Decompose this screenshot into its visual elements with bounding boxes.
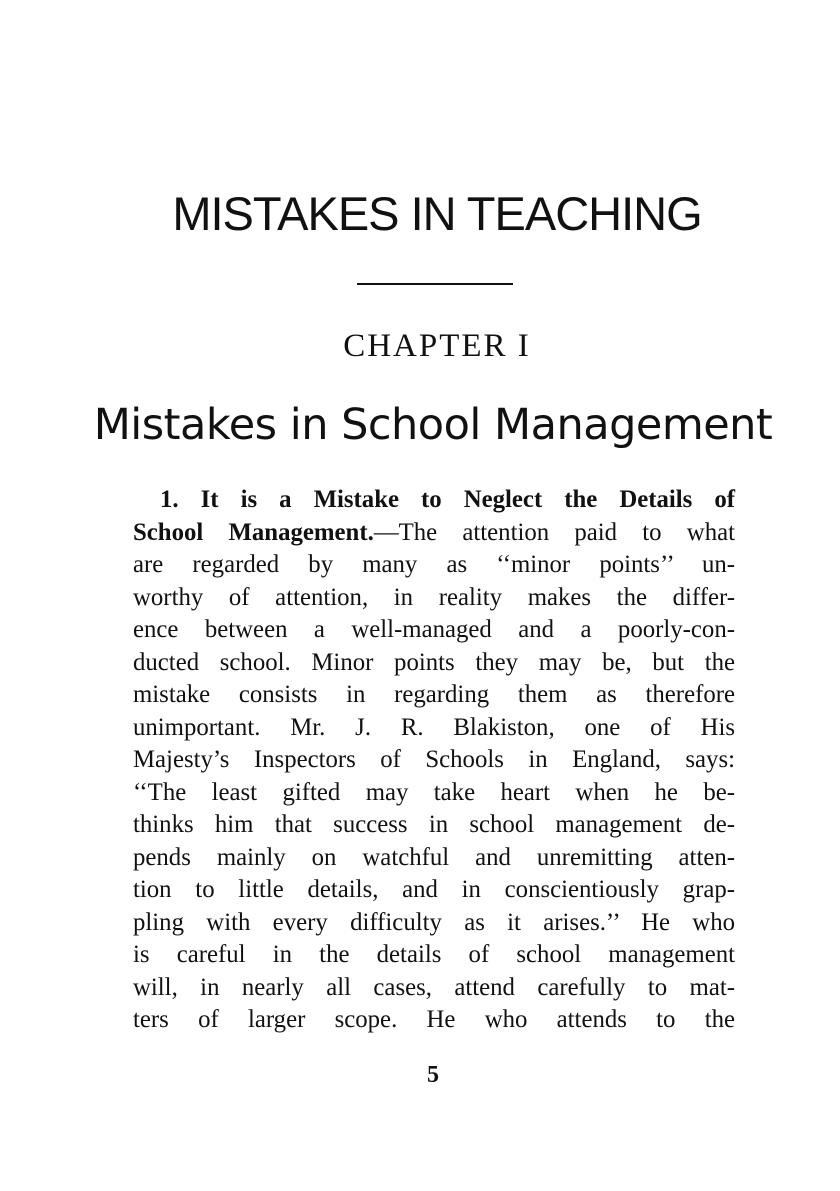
body-line: is careful in the details of school management <box>133 941 735 968</box>
section-heading-cont: School Management. <box>133 518 374 546</box>
body-line: worthy of attention, in reality makes the differ- <box>133 583 735 611</box>
body-text <box>133 484 735 1037</box>
section-heading: It is a Mistake to Neglect the Details of <box>200 486 736 513</box>
body-line: ducted school. Minor points they may be, but the <box>133 648 735 676</box>
body-line: ‘‘The least gifted may take heart when he be- <box>133 778 735 806</box>
section-heading-line <box>133 484 735 517</box>
chapter-label: CHAPTER I <box>343 328 531 364</box>
body-line: mistake consists in regarding them as therefore <box>133 681 735 708</box>
section-number: 1. <box>160 486 179 513</box>
body-line: unimportant. Mr. J. R. Blakiston, one of His <box>133 713 735 741</box>
body-line: tion to little details, and in conscientiously grap- <box>133 876 735 903</box>
body-line: will, in nearly all cases, attend carefully to mat- <box>133 973 735 1001</box>
body-line: are regarded by many as ‘‘minor points’’ un- <box>133 551 735 578</box>
body-line: ters of larger scope. He who attends to the <box>133 1006 735 1033</box>
body-line: ence between a well-managed and a poorly-con- <box>133 616 735 643</box>
body-line: Majesty’s Inspectors of Schools in England, says: <box>133 746 735 773</box>
body-line-text: —The attention paid to what <box>373 518 736 546</box>
body-line: pling with every difficulty as it arises.’’ He who <box>133 908 735 936</box>
title-divider <box>357 283 513 285</box>
page-number: 5 <box>427 1062 439 1088</box>
body-line: thinks him that success in school management de- <box>133 811 735 838</box>
book-title: MISTAKES IN TEACHING <box>172 187 702 240</box>
chapter-title: Mistakes in School Management <box>93 400 773 450</box>
body-line: pends mainly on watchful and unremitting atten- <box>133 843 735 871</box>
body-line <box>133 517 735 550</box>
